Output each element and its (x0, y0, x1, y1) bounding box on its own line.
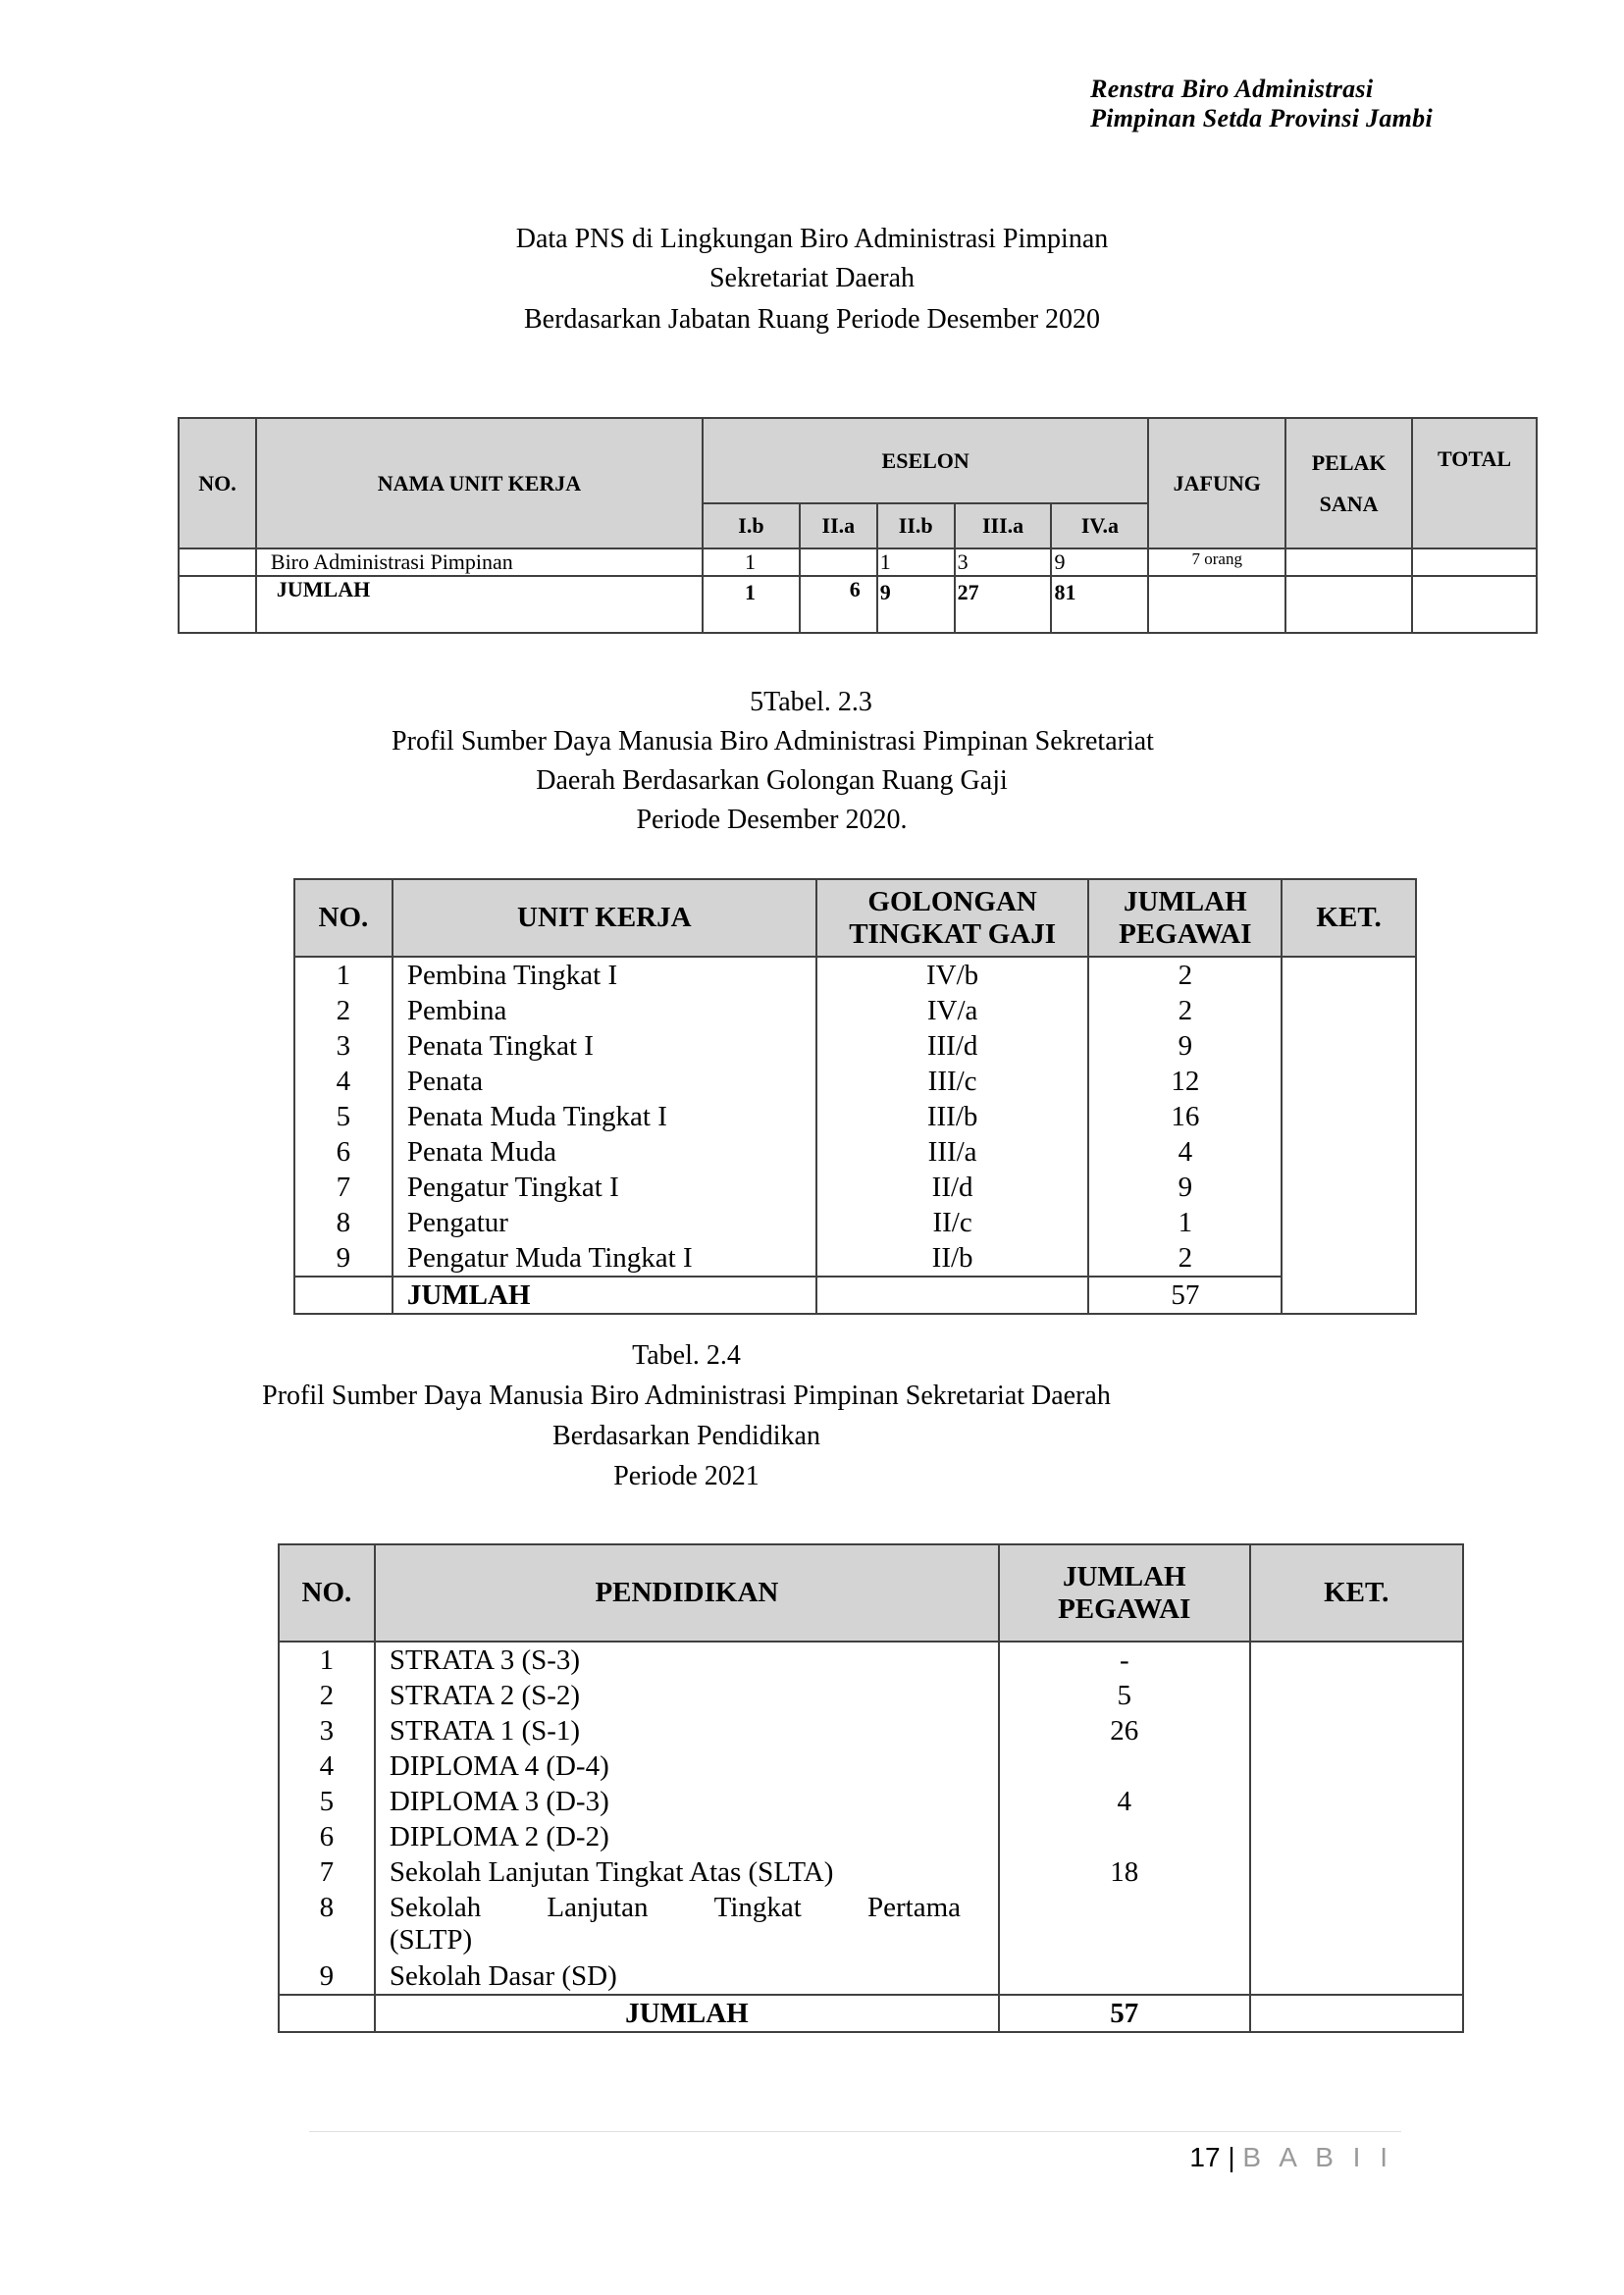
caption-line: Profil Sumber Daya Manusia Biro Administrasi Pimpinan Sekretariat Daerah (262, 1381, 1111, 1411)
th-jafung: JAFUNG (1148, 418, 1285, 548)
page-number: 17 (1189, 2142, 1221, 2172)
row-golongan: III/a (927, 1136, 977, 1168)
cell-iib: 9 (877, 576, 955, 633)
page-footer (1189, 2142, 1393, 2173)
cell-pelaksana (1285, 548, 1412, 576)
cell-total-value: 57 (1088, 1277, 1282, 1314)
cell-unit (393, 957, 816, 1277)
caption-line: Sekretariat Daerah (708, 263, 916, 293)
th-pendidikan: PENDIDIKAN (375, 1544, 999, 1642)
table-row-total (179, 576, 1537, 633)
row-pendidikan: Sekolah Dasar (SD) (389, 1960, 617, 1992)
cell-iiia: 3 (955, 548, 1052, 576)
row-no: 6 (336, 1136, 351, 1168)
footer-divider (309, 2131, 1401, 2132)
row-jumlah (1000, 1748, 1249, 1784)
row-unit: Pengatur (406, 1207, 508, 1238)
th-ket: KET. (1250, 1544, 1463, 1642)
th-jumlah (1088, 879, 1282, 957)
row-unit: Pembina Tingkat I (406, 960, 618, 991)
row-pendidikan: STRATA 1 (S-1) (389, 1715, 581, 1747)
row-pendidikan: DIPLOMA 3 (D-3) (389, 1786, 609, 1817)
header-line-1: Renstra Biro Administrasi (1090, 75, 1374, 103)
row-pendidikan: DIPLOMA 4 (D-4) (389, 1750, 609, 1782)
cell-iiia: 27 (955, 576, 1052, 633)
row-no: 6 (319, 1821, 335, 1852)
row-jumlah: 4 (1117, 1786, 1132, 1817)
caption-line: Daerah Berdasarkan Golongan Ruang Gaji (536, 765, 1008, 796)
th-no: NO. (294, 879, 393, 957)
cell-iva: 9 (1051, 548, 1148, 576)
cell-unit: Biro Administrasi Pimpinan (256, 548, 703, 576)
cell-ket (1250, 1995, 1463, 2032)
cell-golongan (816, 957, 1089, 1277)
cell-unit: JUMLAH (256, 576, 703, 633)
cell-jafung: 7 orang (1148, 548, 1285, 576)
caption-line: Profil Sumber Daya Manusia Biro Administrasi Pimpinan Sekretariat (392, 726, 1154, 756)
row-jumlah (1000, 1819, 1249, 1854)
row-unit: Penata Muda Tingkat I (406, 1101, 667, 1132)
th-eselon-iiia: III.a (955, 503, 1052, 548)
row-no: 9 (336, 1242, 351, 1274)
cell-total (1412, 576, 1537, 633)
caption-line: Berdasarkan Jabatan Ruang Periode Desember 2020 (523, 304, 1101, 335)
row-pendidikan: Sekolah Lanjutan Tingkat Atas (SLTA) (389, 1856, 834, 1888)
table-row-total (279, 1995, 1463, 2032)
caption-line: 5Tabel. 2.3 (750, 687, 872, 717)
word: Pertama (866, 1892, 961, 1923)
row-golongan: IV/a (926, 995, 978, 1026)
table2-caption (0, 683, 1624, 840)
caption-line: Periode 2021 (613, 1461, 760, 1491)
th-golongan (816, 879, 1089, 957)
cell-pelaksana (1285, 576, 1412, 633)
th-eselon-ib: I.b (703, 503, 800, 548)
row-jumlah: - (1119, 1644, 1129, 1676)
row-no: 9 (319, 1960, 335, 1992)
cell-jafung (1148, 576, 1285, 633)
row-golongan: III/b (926, 1101, 978, 1132)
th-jumlah-line1: JUMLAH (1123, 885, 1247, 917)
caption-line: Data PNS di Lingkungan Biro Administrasi Pimpinan (515, 224, 1109, 254)
th-no: NO. (179, 418, 256, 548)
table-row-total (294, 1277, 1416, 1314)
th-eselon: ESELON (703, 418, 1148, 503)
row-pendidikan: STRATA 2 (S-2) (389, 1680, 581, 1711)
document-header (1090, 75, 1433, 133)
th-eselon-iva: IV.a (1051, 503, 1148, 548)
row-golongan: II/b (931, 1242, 973, 1274)
caption-line: Tabel. 2.4 (632, 1340, 741, 1371)
cell-no (279, 1995, 375, 2032)
th-sana: SANA (1319, 491, 1379, 516)
cell-jumlah (999, 1642, 1250, 1995)
row-unit: Penata (406, 1066, 484, 1097)
row-pendidikan: STRATA 3 (S-3) (389, 1644, 581, 1676)
th-jumlah-line2: PEGAWAI (1058, 1592, 1191, 1625)
th-jumlah-line1: JUMLAH (1062, 1560, 1186, 1592)
th-pelak: PELAK (1311, 449, 1387, 475)
row-no: 3 (319, 1715, 335, 1747)
table1-caption (0, 220, 1624, 339)
row-no: 5 (319, 1786, 335, 1817)
table-pendidikan (278, 1543, 1464, 2033)
th-eselon-iib: II.b (877, 503, 955, 548)
th-total: TOTAL (1412, 418, 1537, 548)
row-golongan: II/d (931, 1172, 973, 1203)
word: Sekolah (389, 1892, 482, 1923)
footer-section: B A B I I (1242, 2142, 1393, 2172)
cell-total-label: JUMLAH (375, 1995, 999, 2032)
cell-no (179, 548, 256, 576)
row-unit: Pengatur Muda Tingkat I (406, 1242, 693, 1274)
word: Lanjutan (547, 1892, 649, 1923)
row-jumlah: 2 (1178, 1242, 1193, 1274)
cell-ket (1282, 957, 1416, 1314)
table3-caption (0, 1335, 1624, 1496)
th-pelaksana (1285, 418, 1412, 548)
cell-ib: 1 (703, 576, 800, 633)
cell-no (294, 1277, 393, 1314)
cell-no (279, 1642, 375, 1995)
sltp-line1 (390, 1890, 961, 1925)
row-no: 1 (319, 1644, 335, 1676)
word: Tingkat (713, 1892, 802, 1923)
header-line-2: Pimpinan Setda Provinsi Jambi (1090, 104, 1433, 132)
th-jumlah (999, 1544, 1250, 1642)
row-no: 8 (336, 1207, 351, 1238)
caption-line: Berdasarkan Pendidikan (552, 1421, 820, 1451)
row-golongan: IV/b (926, 960, 979, 991)
th-golongan-line1: GOLONGAN (867, 885, 1037, 917)
row-unit: Pengatur Tingkat I (406, 1172, 619, 1203)
cell-pendidikan (375, 1642, 999, 1995)
table-row (279, 1642, 1463, 1995)
th-unit: UNIT KERJA (393, 879, 816, 957)
row-jumlah: 2 (1178, 995, 1193, 1026)
cell-ket (1250, 1642, 1463, 1995)
row-unit: Penata Tingkat I (406, 1030, 594, 1062)
row-pendidikan-sltp (390, 1890, 961, 1958)
table-row (179, 548, 1537, 576)
row-no: 3 (336, 1030, 351, 1062)
sltp-line2: (SLTP) (389, 1924, 473, 1956)
row-no: 7 (319, 1856, 335, 1888)
row-pendidikan: DIPLOMA 2 (D-2) (389, 1821, 609, 1852)
th-golongan-line2: TINGKAT GAJI (849, 917, 1057, 950)
row-jumlah: 4 (1178, 1136, 1193, 1168)
row-no: 2 (319, 1680, 335, 1711)
row-no: 4 (336, 1066, 351, 1097)
cell-iia (800, 548, 877, 576)
row-jumlah (1000, 1958, 1249, 1994)
row-golongan: III/d (926, 1030, 978, 1062)
cell-golongan (816, 1277, 1089, 1314)
row-unit: Pembina (406, 995, 507, 1026)
row-no: 7 (336, 1172, 351, 1203)
th-no: NO. (279, 1544, 375, 1642)
th-ket: KET. (1282, 879, 1416, 957)
cell-iia: 6 (800, 576, 877, 633)
table-row (294, 957, 1416, 1277)
row-jumlah: 9 (1178, 1172, 1193, 1203)
row-unit: Penata Muda (406, 1136, 557, 1168)
table-golongan (293, 878, 1417, 1315)
row-jumlah: 18 (1110, 1856, 1139, 1888)
row-jumlah: 9 (1178, 1030, 1193, 1062)
th-jumlah-line2: PEGAWAI (1119, 917, 1252, 950)
th-unit: NAMA UNIT KERJA (256, 418, 703, 548)
cell-ib: 1 (703, 548, 800, 576)
row-jumlah: 12 (1171, 1066, 1200, 1097)
th-eselon-iia: II.a (800, 503, 877, 548)
row-jumlah: 16 (1171, 1101, 1200, 1132)
row-no: 4 (319, 1750, 335, 1782)
row-jumlah: 1 (1178, 1207, 1193, 1238)
row-golongan: III/c (927, 1066, 977, 1097)
row-jumlah: 26 (1110, 1715, 1139, 1747)
cell-total-label: JUMLAH (393, 1277, 816, 1314)
row-jumlah: 5 (1117, 1680, 1132, 1711)
row-golongan: II/c (932, 1207, 972, 1238)
cell-jumlah (1088, 957, 1282, 1277)
row-jumlah (1000, 1890, 1249, 1958)
row-no: 5 (336, 1101, 351, 1132)
row-no: 1 (336, 960, 351, 991)
cell-iva: 81 (1051, 576, 1148, 633)
row-no: 8 (319, 1892, 335, 1923)
table-jabatan (178, 417, 1538, 634)
caption-line: Periode Desember 2020. (636, 805, 908, 835)
cell-iib: 1 (877, 548, 955, 576)
row-jumlah: 2 (1178, 960, 1193, 991)
cell-total-value: 57 (999, 1995, 1250, 2032)
row-no: 2 (336, 995, 351, 1026)
cell-no (179, 576, 256, 633)
cell-no (294, 957, 393, 1277)
cell-total (1412, 548, 1537, 576)
footer-separator: | (1228, 2142, 1235, 2172)
